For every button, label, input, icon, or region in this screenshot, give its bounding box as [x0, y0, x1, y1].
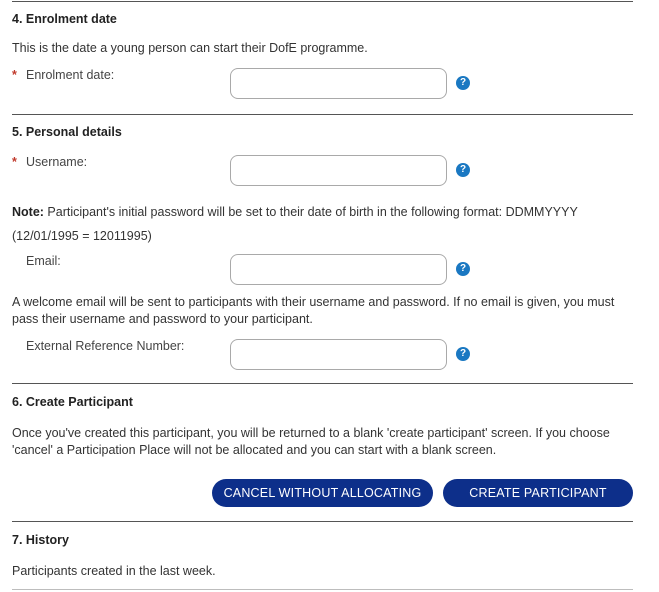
section-divider	[12, 114, 633, 115]
history-description: Participants created in the last week.	[12, 564, 216, 578]
enrolment-description: This is the date a young person can start their DofE programme.	[12, 41, 368, 55]
username-label	[12, 155, 87, 169]
create-description: Once you've created this participant, you will be returned to a blank 'create participant' screen. If you choose 'cancel' a Participation Place will not be allocated and you can start with a blank screen.	[12, 426, 610, 457]
enrolment-date-label	[12, 68, 114, 82]
cancel-without-allocating-button[interactable]: CANCEL WITHOUT ALLOCATING	[212, 479, 433, 507]
required-marker: *	[12, 155, 17, 169]
enrolment-date-label-text: Enrolment date:	[26, 68, 115, 82]
enrolment-date-input[interactable]	[230, 68, 447, 99]
required-marker: *	[12, 68, 17, 82]
external-reference-input[interactable]	[230, 339, 447, 370]
section-divider	[12, 589, 633, 590]
help-icon[interactable]: ?	[456, 163, 470, 177]
section-heading-enrolment: 4. Enrolment date	[12, 12, 117, 26]
help-icon[interactable]: ?	[456, 347, 470, 361]
section-heading-history: 7. History	[12, 533, 69, 547]
section-heading-create: 6. Create Participant	[12, 395, 133, 409]
section-divider	[12, 521, 633, 522]
email-note: A welcome email will be sent to participants with their username and password. If no email is given, you must pass their username and password to your participant.	[12, 295, 615, 326]
help-icon[interactable]: ?	[456, 262, 470, 276]
extref-label-text: External Reference Number:	[26, 339, 185, 353]
email-label	[12, 254, 61, 268]
note-prefix: Note:	[12, 205, 44, 219]
email-label-text: Email:	[26, 254, 61, 268]
username-input[interactable]	[230, 155, 447, 186]
email-input[interactable]	[230, 254, 447, 285]
help-icon[interactable]: ?	[456, 76, 470, 90]
password-note	[12, 200, 622, 248]
create-participant-button[interactable]: CREATE PARTICIPANT	[443, 479, 633, 507]
note-text: Participant's initial password will be set to their date of birth in the following format: DDMMYYYY (12/01/1995 = 12011995)	[12, 205, 578, 243]
username-label-text: Username:	[26, 155, 88, 169]
extref-label	[12, 339, 184, 353]
section-divider	[12, 1, 633, 2]
section-divider	[12, 383, 633, 384]
section-heading-personal: 5. Personal details	[12, 125, 122, 139]
